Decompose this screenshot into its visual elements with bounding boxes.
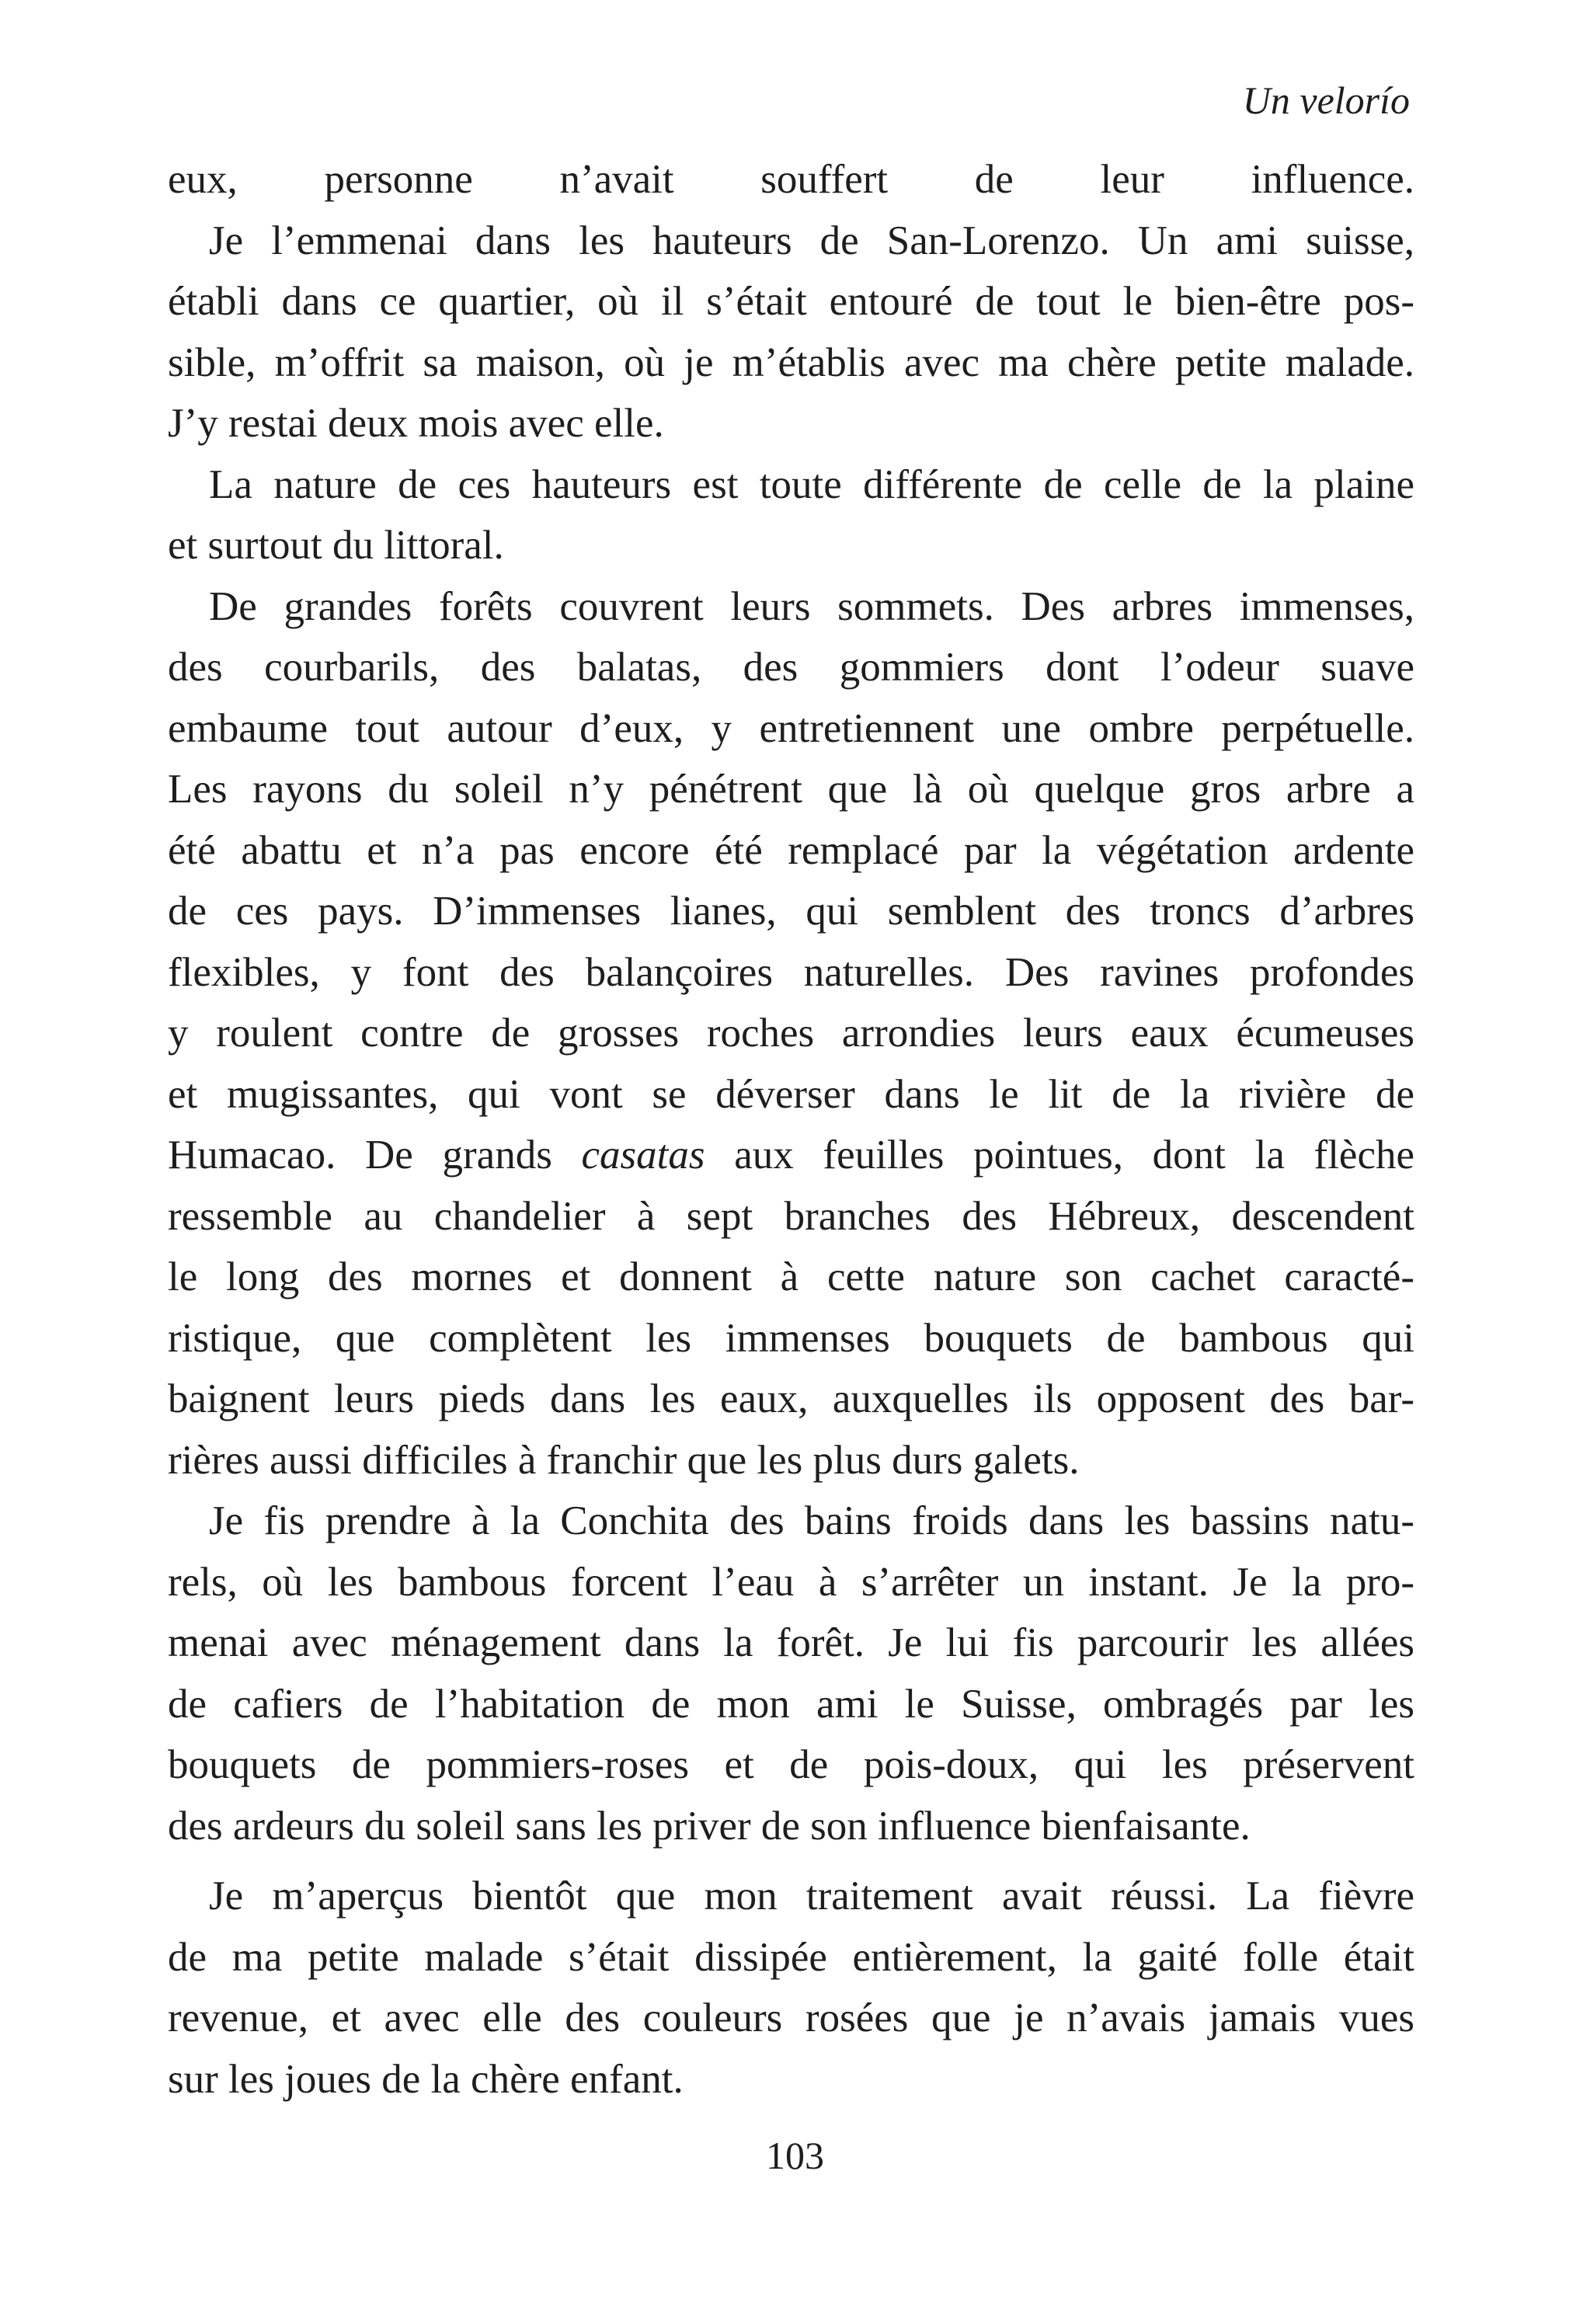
text-line: été abattu et n’a pas encore été remplacé par la végétation ardente: [168, 827, 1414, 873]
page-number: 103: [766, 2134, 824, 2177]
running-title: Un velorío: [1242, 78, 1410, 122]
text-line: menai avec ménagement dans la forêt. Je lui fis parcourir les allées: [168, 1620, 1414, 1665]
text-line: bouquets de pommiers-roses et de pois-doux, qui les préservent: [168, 1742, 1414, 1787]
text-line: rières aussi difficiles à franchir que les plus durs galets.: [168, 1437, 1080, 1483]
text-line: Je m’aperçus bientôt que mon traitement avait réussi. La fièvre: [209, 1873, 1414, 1919]
text-line: Je fis prendre à la Conchita des bains froids dans les bassins natu-: [209, 1498, 1414, 1543]
text-line: [168, 1125, 1414, 1186]
text-line: et surtout du littoral.: [168, 523, 504, 568]
text-line: ristique, que complètent les immenses bouquets de bambous qui: [168, 1315, 1414, 1361]
text-line: y roulent contre de grosses roches arrondies leurs eaux écumeuses: [168, 1011, 1414, 1056]
text-line: de cafiers de l’habitation de mon ami le Suisse, ombragés par les: [168, 1681, 1414, 1727]
text-segment: Humacao. De grands: [168, 1132, 582, 1178]
text-line: J’y restai deux mois avec elle.: [168, 401, 664, 446]
text-line: des ardeurs du soleil sans les priver de son influence bienfaisante.: [168, 1803, 1251, 1849]
text-line: Je l’emmenai dans les hauteurs de San-Lorenzo. Un ami suisse,: [209, 217, 1414, 263]
text-line: sible, m’offrit sa maison, où je m’établis avec ma chère petite malade.: [168, 339, 1414, 385]
text-line: de ces pays. D’immenses lianes, qui semblent des troncs d’arbres: [168, 889, 1414, 934]
text-line: sur les joues de la chère enfant.: [168, 2056, 684, 2102]
text-line: La nature de ces hauteurs est toute différente de celle de la plaine: [209, 461, 1414, 507]
text-line: et mugissantes, qui vont se déverser dans le lit de la rivière de: [168, 1071, 1414, 1117]
text-line: flexibles, y font des balançoires naturelles. Des ravines profondes: [168, 949, 1414, 995]
text-line: le long des mornes et donnent à cette nature son cachet caracté-: [168, 1254, 1414, 1299]
paragraph-gap: [168, 1856, 1414, 1866]
text-line: eux, personne n’avait souffert de leur influence.: [168, 157, 1414, 202]
text-line: de ma petite malade s’était dissipée entièrement, la gaité folle était: [168, 1934, 1414, 1980]
text-line: établi dans ce quartier, où il s’était entouré de tout le bien-être pos-: [168, 279, 1414, 324]
text-segment: aux feuilles pointues, dont la flèche: [705, 1132, 1414, 1178]
text-line: revenue, et avec elle des couleurs rosées que je n’avais jamais vues: [168, 1995, 1414, 2040]
body-text: [168, 149, 1414, 2110]
text-line: embaume tout autour d’eux, y entretiennent une ombre perpétuelle.: [168, 705, 1414, 751]
text-line: De grandes forêts couvrent leurs sommets. Des arbres immenses,: [209, 583, 1414, 629]
text-line: ressemble au chandelier à sept branches des Hébreux, descendent: [168, 1193, 1414, 1239]
text-line: baignent leurs pieds dans les eaux, auxquelles ils opposent des bar-: [168, 1376, 1414, 1421]
text-line: Les rayons du soleil n’y pénétrent que là où quelque gros arbre a: [168, 767, 1414, 812]
text-line: rels, où les bambous forcent l’eau à s’arrêter un instant. Je la pro-: [168, 1559, 1414, 1605]
italic-term: casatas: [581, 1132, 705, 1178]
text-line: des courbarils, des balatas, des gommiers dont l’odeur suave: [168, 645, 1414, 690]
